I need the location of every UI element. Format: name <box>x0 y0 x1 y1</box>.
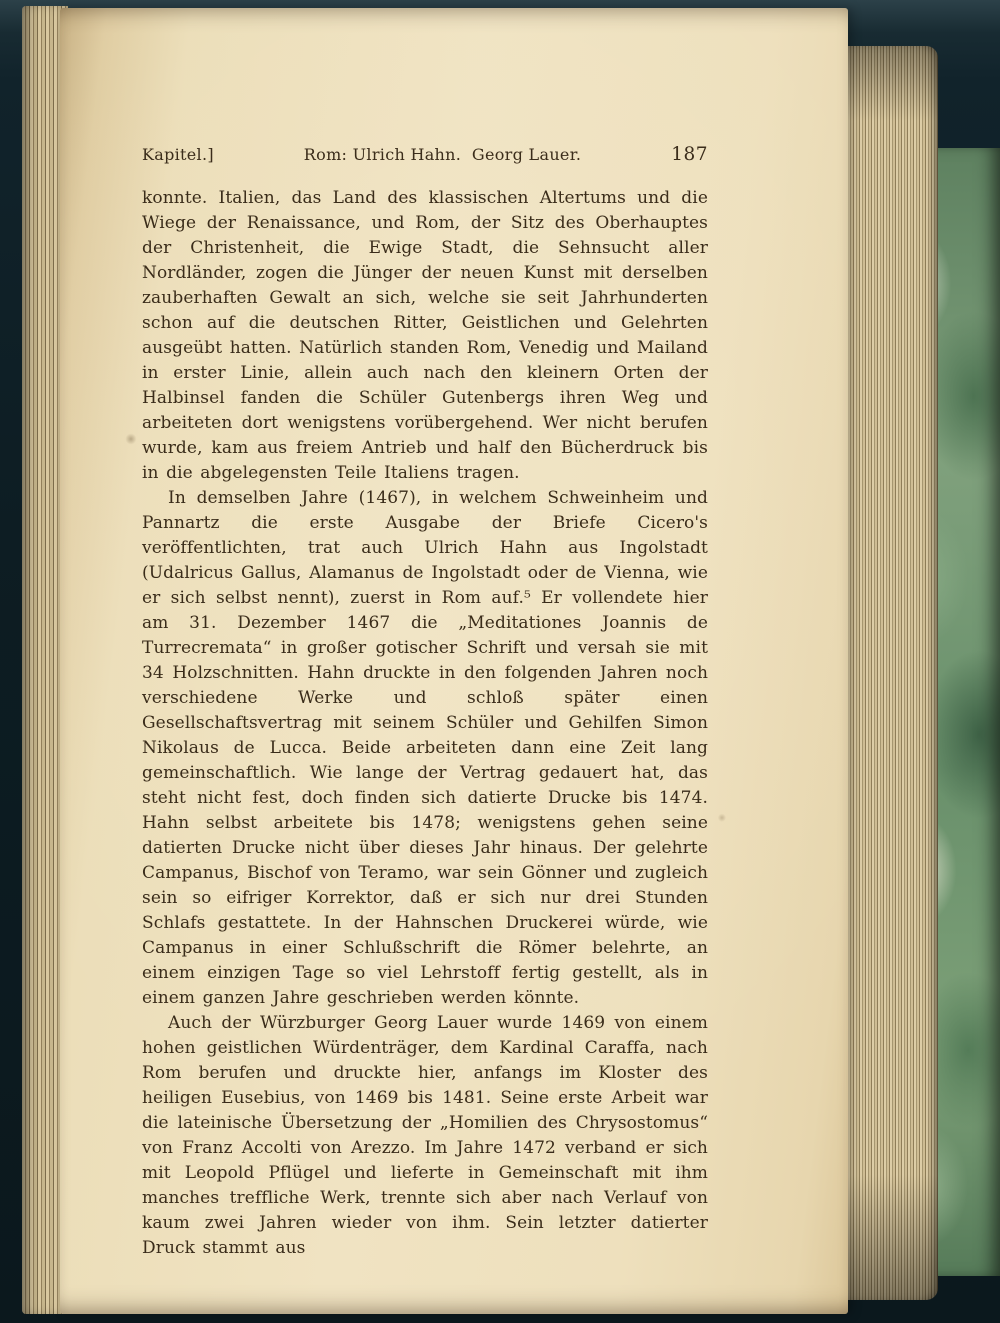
paragraph: Auch der Würzburger Georg Lauer wurde 1469 von einem hohen geistlichen Würdenträger, dem Kardinal Caraffa, nach Rom berufen und druckte hier, anfangs im Kloster des heiligen Eusebius, von 1469 bis 1481. Seine erste Arbeit war die lateinische Übersetzung der „Homilien des Chrysostomus“ von Franz Accolti von Arezzo. Im Jahre 1472 verband er sich mit Leopold Pflügel und lieferte in Gemeinschaft mit ihm manches treffliche Werk, trennte sich aber nach Verlauf von kaum zwei Jahren wieder von ihm. Sein letzter datierter Druck stammt aus <box>142 1013 708 1258</box>
running-head <box>142 144 708 165</box>
header-running-title: Rom: Ulrich Hahn. Georg Lauer. <box>303 145 582 164</box>
paragraph: In demselben Jahre (1467), in welchem Schweinheim und Pannartz die erste Ausgabe der Briefe Cicero's veröffentlichten, trat auch Ulrich Hahn aus Ingolstadt (Udalricus Gallus, Alamanus de Ingolstadt oder de Vienna, wie er sich selbst nennt), zuerst in Rom auf.⁵ Er vollendete hier am 31. Dezember 1467 die „Meditationes Joannis de Turrecremata“ in großer gotischer Schrift und versah sie mit 34 Holzschnitten. Hahn druckte in den folgenden Jahren noch verschiedene Werke und schloß später einen Gesellschaftsvertrag mit seinem Schüler und Gehilfen Simon Nikolaus de Lucca. Beide arbeiteten dann eine Zeit lang gemeinschaftlich. Wie lange der Vertrag gedauert hat, das steht nicht fest, doch finden sich datierte Drucke bis 1474. Hahn selbst arbeitete bis 1478; wenigstens gehen seine datierten Drucke nicht über dieses Jahr hinaus. Der gelehrte Campanus, Bischof von Teramo, war sein Gönner und zugleich sein so eifriger Korrektor, daß er sich nur drei Stunden Schlafs gestattete. In der Hahnschen Druckerei würde, wie Campanus in einer Schlußschrift die Römer belehrte, an einem einzigen Tage so viel Lehrstoff fertig gestellt, als in einem ganzen Jahre geschrieben werden könnte. <box>142 488 708 1008</box>
book-page <box>60 8 848 1314</box>
page-number: 187 <box>671 144 708 165</box>
paragraph: konnte. Italien, das Land des klassischen Altertums und die Wiege der Renaissance, und Rom, der Sitz des Oberhauptes der Christenheit, die Ewige Stadt, die Sehnsucht aller Nordländer, zogen die Jünger der neuen Kunst mit derselben zauberhaften Gewalt an sich, welche sie seit Jahrhunderten schon auf die deutschen Ritter, Geistlichen und Gelehrten ausgeübt hatten. Natürlich standen Rom, Venedig und Mailand in erster Linie, allein auch nach den kleinern Orten der Halbinsel fanden die Schüler Gutenbergs ihren Weg und arbeiteten dort wenigstens vorübergehend. Wer nicht berufen wurde, kam aus freiem Antrieb und half den Bücherdruck bis in die abgelegensten Teile Italiens tragen. <box>142 188 708 483</box>
right-page-fore-edge <box>842 46 938 1300</box>
header-chapter-label: Kapitel.] <box>142 145 214 164</box>
text-block <box>142 186 708 1261</box>
